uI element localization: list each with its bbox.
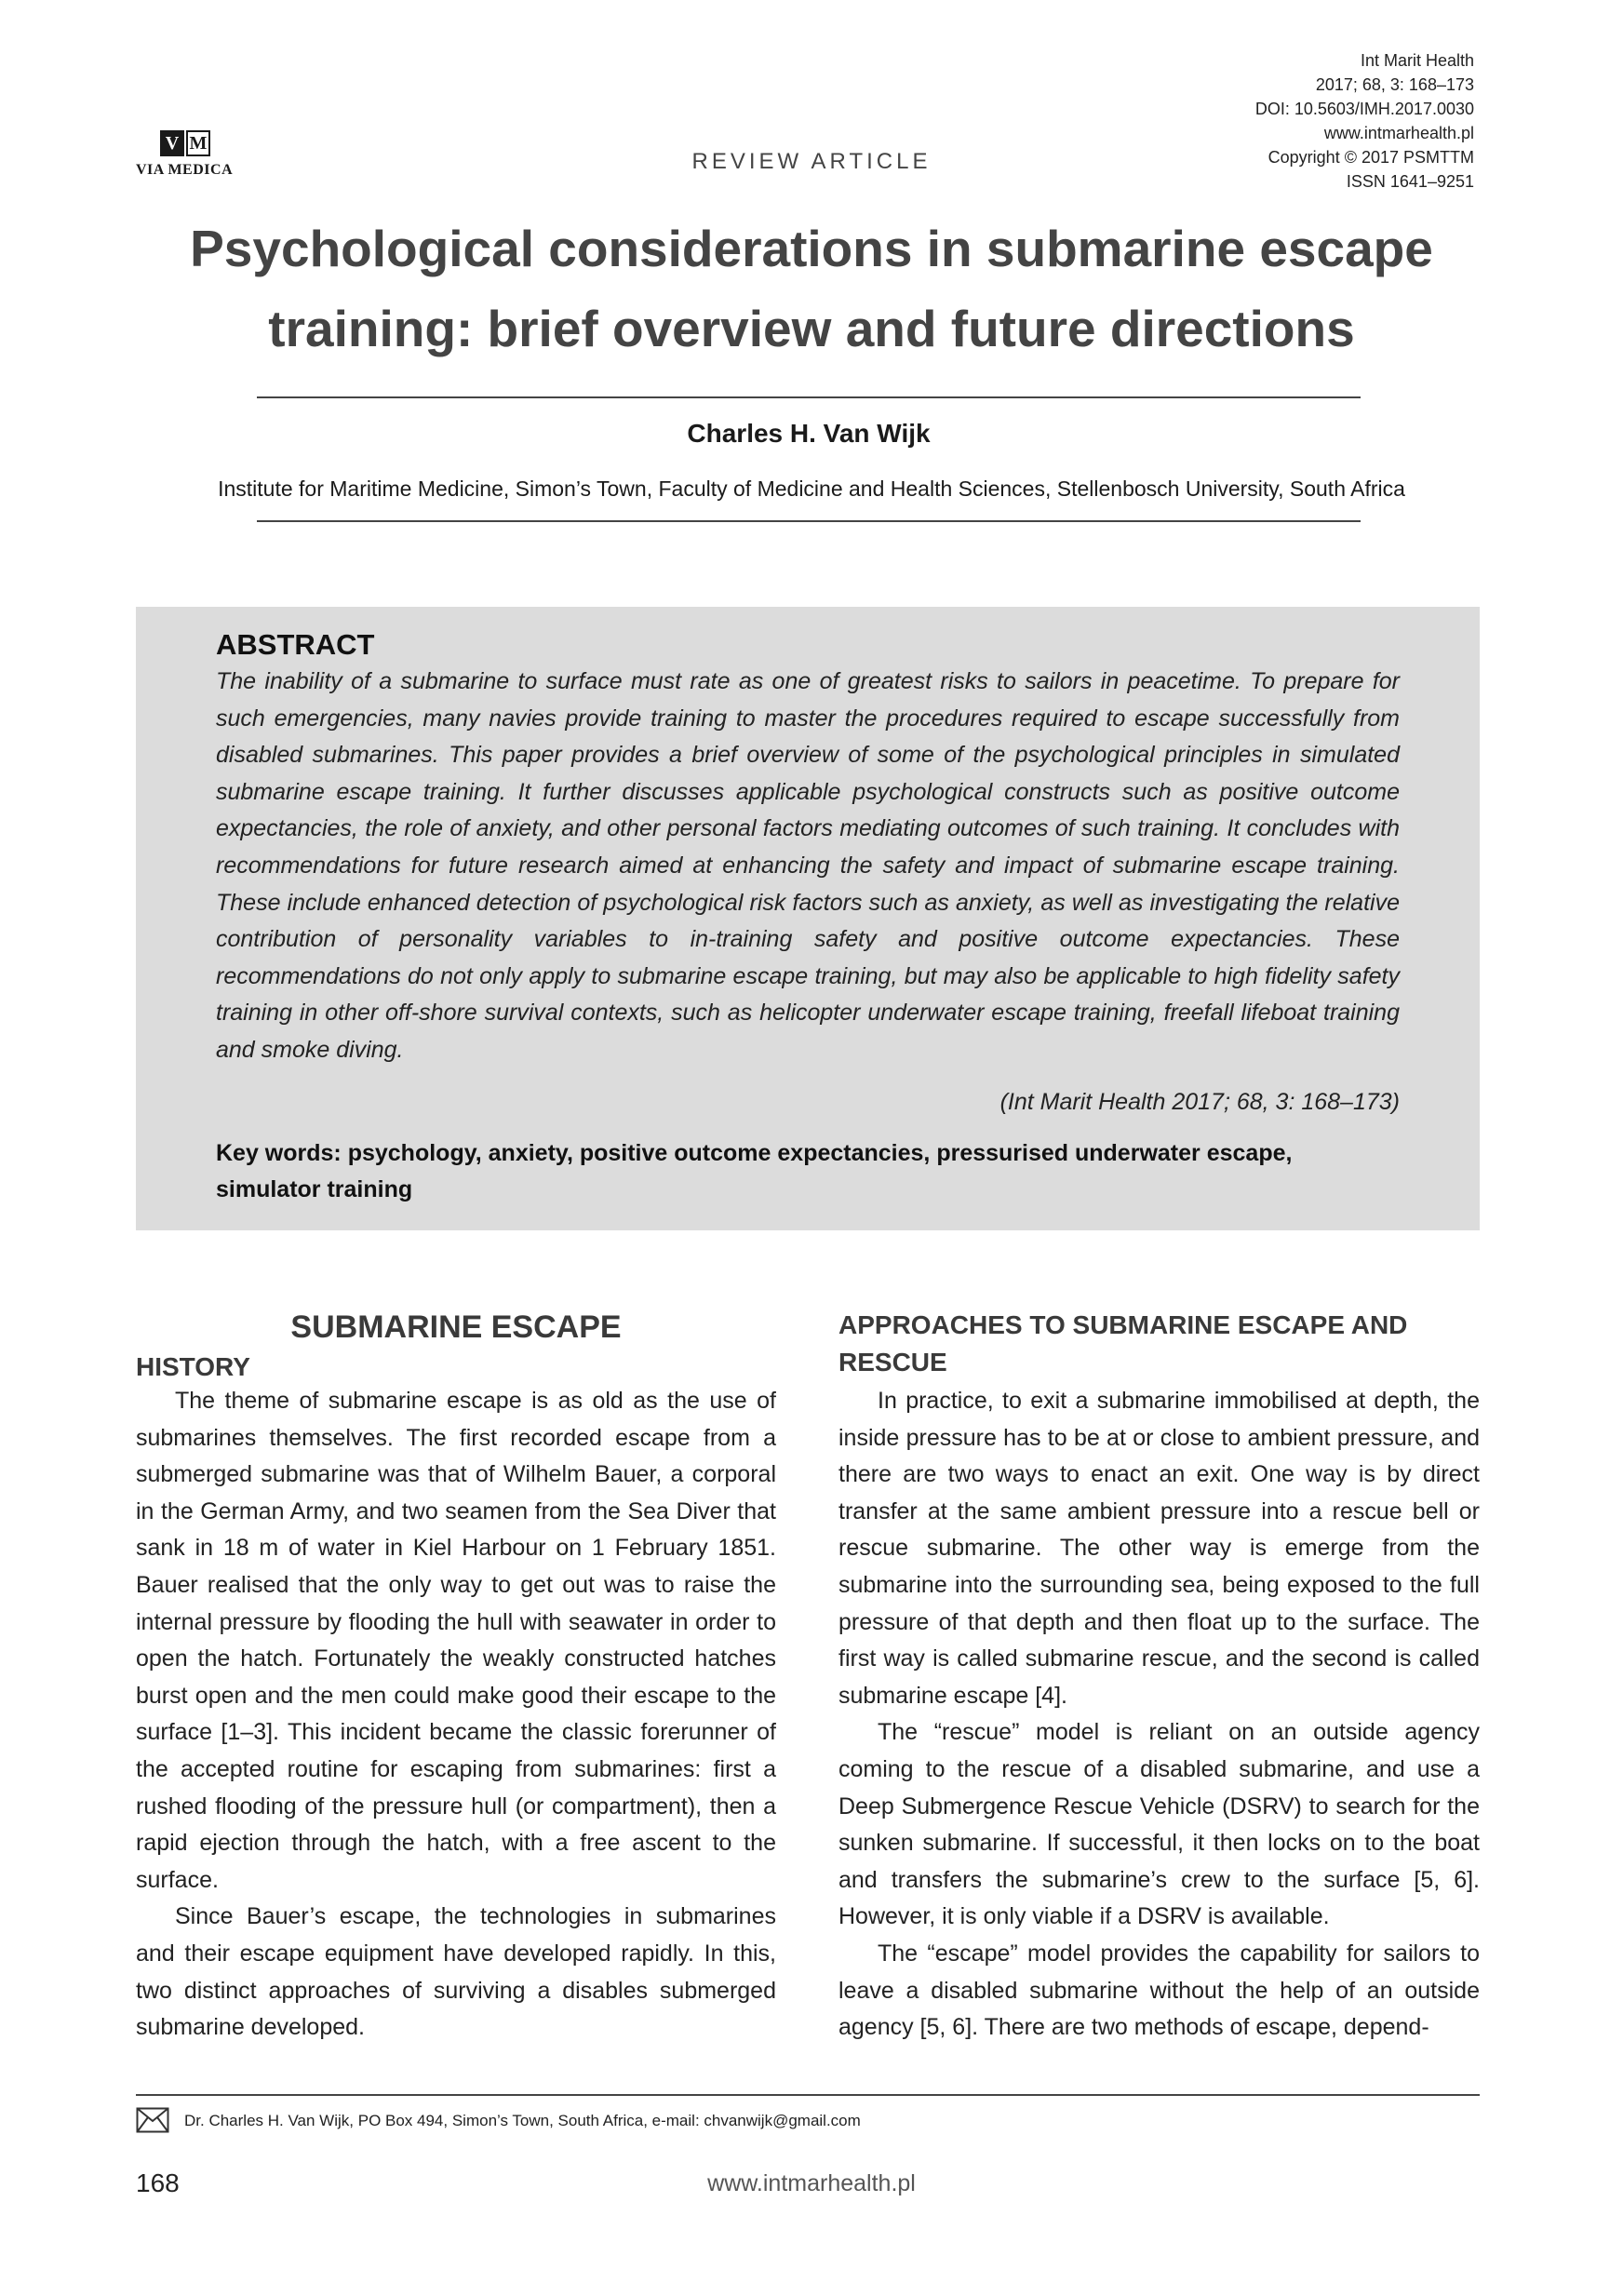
abstract-box	[136, 607, 1480, 1230]
journal-name: Int Marit Health	[1360, 51, 1474, 70]
paragraph: In practice, to exit a submarine immobilised at depth, the inside pressure has to be at or close to ambient pressure, and there are two ways to enact an exit. One way is by direct transfer at the same ambient pressure into a rescue bell or rescue submarine. The other way is emerge from the submarine into the surrounding sea, being exposed to the full pressure of that depth and then float up to the surface. The first way is called submarine rescue, and the second is called submarine escape [4].	[838, 1388, 1480, 1709]
paragraph: The “escape” model provides the capability for sailors to leave a disabled submarine without the help of an outside agency [5, 6]. There are two methods of escape, depend-	[838, 1940, 1480, 2041]
left-column	[136, 1383, 776, 2047]
paragraph: The “rescue” model is reliant on an outside agency coming to the rescue of a disabled submarine, and use a Deep Submergence Rescue Vehicle (DSRV) to search for the sunken submarine. If successful, it then locks on to the boat and transfers the submarine’s crew to the surface [5, 6]. However, it is only viable if a DSRV is available.	[838, 1719, 1480, 1930]
journal-issn: ISSN 1641–9251	[1346, 172, 1474, 191]
publisher-logo	[136, 127, 248, 182]
journal-meta	[1255, 48, 1474, 194]
logo-letter-v: V	[160, 130, 184, 156]
page-number: 168	[136, 2168, 180, 2197]
logo-letter-m: M	[186, 130, 210, 156]
journal-website: www.intmarhealth.pl	[1323, 124, 1474, 142]
abstract-text: The inability of a submarine to surface must rate as one of greatest risks to sailors in peacetime. To prepare for such emergencies, many navies provide training to master the procedures required to escape successfully from disabled submarines. This paper provides a brief overview of some of the psychological principles in simulated submarine escape training. It further discusses applicable psychological constructs such as positive outcome expectancies, the role of anxiety, and other personal factors mediating outcomes of such training. It concludes with recommendations for future research aimed at enhancing the safety and impact of submarine escape training. These include enhanced detection of psychological risk factors such as anxiety, as well as investigating the relative contribution of personality variables to in-training safety and positive outcome expectancies. These recommendations do not only apply to submarine escape training, but may also be applicable to high fidelity safety training in other off-shore survival contexts, such as helicopter underwater escape training, freefall lifeboat training and smoke diving.	[216, 668, 1400, 1063]
author-name: Charles H. Van Wijk	[687, 419, 931, 448]
author-affiliation: Institute for Maritime Medicine, Simon’s Town, Faculty of Medicine and Health Sciences, Stellenbosch University, South Africa	[218, 477, 1405, 501]
article-title: Psychological considerations in submarine escape training: brief overview and future directions	[190, 220, 1433, 357]
journal-copyright: Copyright © 2017 PSMTTM	[1268, 148, 1474, 167]
journal-issue: 2017; 68, 3: 168–173	[1315, 75, 1474, 94]
right-column	[838, 1383, 1480, 2047]
abstract-citation: (Int Marit Health 2017; 68, 3: 168–173)	[999, 1089, 1400, 1115]
footer-website: www.intmarhealth.pl	[707, 2170, 916, 2196]
paragraph: Since Bauer’s escape, the technologies in submarines and their escape equipment have developed rapidly. In this, two distinct approaches of surviving a disables submerged submarine developed.	[136, 1903, 776, 2041]
envelope-icon	[136, 2107, 169, 2133]
subheading-history: HISTORY	[136, 1352, 250, 1381]
section-title: SUBMARINE ESCAPE	[290, 1309, 622, 1345]
footer-divider	[136, 2094, 1480, 2096]
keywords: Key words: psychology, anxiety, positive outcome expectancies, pressurised underwater escape, simulator training	[216, 1140, 1293, 1202]
abstract-heading: ABSTRACT	[216, 628, 375, 661]
subheading-approaches: APPROACHES TO SUBMARINE ESCAPE AND RESCUE	[838, 1310, 1408, 1376]
logo-label: VIA MEDICA	[136, 162, 234, 178]
article-type: REVIEW ARTICLE	[691, 149, 932, 174]
paragraph: The theme of submarine escape is as old as the use of submarines themselves. The first recorded escape from a submerged submarine was that of Wilhelm Bauer, a corporal in the German Army, and two seamen from the Sea Diver that sank in 18 m of water in Kiel Harbour on 1 February 1851. Bauer realised that the only way to get out was to raise the internal pressure by flooding the hull with seawater in order to open the hatch. Fortunately the weakly constructed hatches burst open and the men could make good their escape to the surface [1–3]. This incident became the classic forerunner of the accepted routine for escaping from submarines: first a rushed flooding of the pressure hull (or compartment), then a rapid ejection through the hatch, with a free ascent to the surface.	[136, 1388, 776, 1893]
divider	[257, 396, 1361, 398]
divider	[257, 520, 1361, 522]
journal-doi: DOI: 10.5603/IMH.2017.0030	[1254, 100, 1474, 118]
correspondence-address: Dr. Charles H. Van Wijk, PO Box 494, Simon’s Town, South Africa, e-mail: chvanwijk@gmail.com	[184, 2112, 861, 2129]
